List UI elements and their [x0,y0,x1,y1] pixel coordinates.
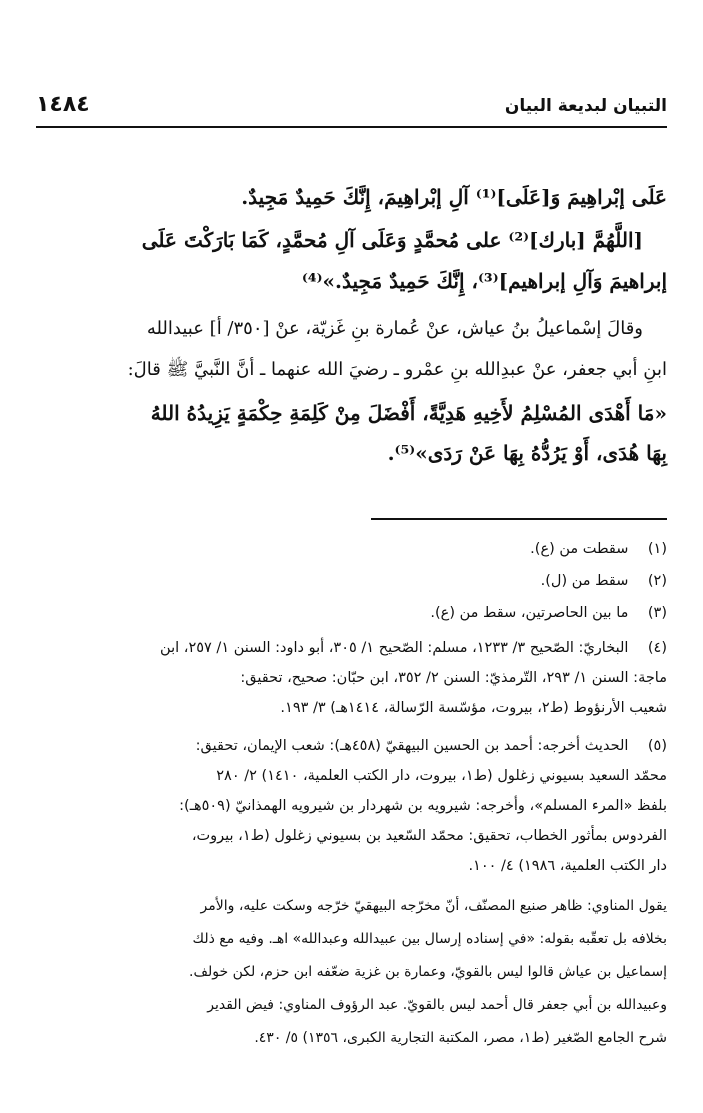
commentary-line-5: شرح الجامع الصّغير (ط١، مصر، المكتبة التجارية الكبرى، ١٣٥٦) ٥/ ٤٣٠. [254,1030,667,1046]
footnote-4-line-2: ماجة: السنن ١/ ٢٩٣، التّرمذيّ: السنن ٢/ ٣٥٢، ابن حبّان: صحيح، تحقيق: [240,670,667,686]
commentary-line-2: بخلافه بل تعقّبه بقوله: «في إسناده إرسال بين عبيدالله وعبدالله» اهـ. وفيه مع ذلك [192,931,667,947]
body-line-7: بِهَا هُدَى، أَوْ يَرُدُّهُ بِهَا عَنْ رَدَى»⁽⁵⁾. [387,441,667,465]
footnote-text: الحديث أخرجه: أحمد بن الحسين البيهقيّ (٤٥٨هـ): شعب الإيمان، تحقيق: [195,738,629,754]
body-line-5: ابنِ أبي جعفر، عنْ عبدِالله بنِ عمْرو ـ رضيَ الله عنهما ـ أنَّ النَّبيَّ ﷺ قالَ: [127,359,667,380]
footnote-1 [36,536,667,563]
book-title: التبيان لبديعة البيان [504,96,667,116]
footnote-5-line-5: دار الكتب العلمية، ١٩٨٦) ٤/ ١٠٠. [468,858,667,874]
footnote-separator [371,518,667,520]
footnote-text: البخاريّ: الصّحيح ٣/ ١٢٣٣، مسلم: الصّحيح ١/ ٣٠٥، أبو داود: السنن ١/ ٢٥٧، ابن [160,640,629,656]
footnote-number: (٤) [647,640,667,656]
body-line-3: إبراهيمَ وَآلِ إبراهيم]⁽³⁾، إِنَّكَ حَمِيدٌ مَجِيدٌ.»⁽⁴⁾ [301,269,667,293]
footnote-text: سقط من (ل). [540,573,629,589]
footnote-number: (٥) [647,738,667,754]
footnote-2 [36,568,667,595]
page-number: ١٤٨٤ [36,92,90,117]
footnote-3 [36,600,667,627]
commentary-line-1: يقول المناوي: ظاهر صنيع المصنّف، أنّ مخرّجه البيهقيّ خرّجه وسكت عليه، والأمر [200,898,667,914]
footnote-5 [36,733,667,760]
footnote-text: سقطت من (ع). [530,541,629,557]
footnote-5-line-4: الفردوس بمأثور الخطاب، تحقيق: محمّد السّعيد بن بسيوني زغلول (ط١، بيروت، [191,828,667,844]
body-line-4: وقالَ إسْماعيلُ بنُ عياش، عنْ عُمارة بنِ غَزيّة، عنْ [٣٥٠/ أ] عبيدالله [146,318,643,339]
body-line-2: [اللَّهُمَّ [بارك]⁽²⁾ على مُحمَّدٍ وَعَلَى آلِ مُحمَّدٍ، كَمَا بَارَكْتَ عَلَى [141,228,643,252]
footnote-text: ما بين الحاصرتين، سقط من (ع). [430,605,629,621]
footnote-4-line-3: شعيب الأرنؤوط (ط٢، بيروت، مؤسّسة الرّسالة، ١٤١٤هـ) ٣/ ١٩٣. [280,700,667,716]
footnote-5-line-2: محمّد السعيد بسيوني زغلول (ط١، بيروت، دار الكتب العلمية، ١٤١٠) ٢/ ٢٨٠ [216,768,667,784]
footnote-number: (٣) [647,605,667,621]
footnote-4 [36,635,667,662]
running-header [36,92,667,124]
body-line-1: عَلَى إبْراهِيمَ وَ[عَلَى]⁽¹⁾ آلِ إبْراهِيمَ، إِنَّكَ حَمِيدٌ مَجِيدٌ. [241,185,667,209]
footnote-number: (١) [647,541,667,557]
footnote-number: (٢) [647,573,667,589]
commentary-line-3: إسماعيل بن عياش قالوا ليس بالقويّ، وعمارة بن غزية ضعّفه ابن حزم، لكن خولف. [189,964,667,980]
header-rule [36,126,667,128]
commentary-line-4: وعبيدالله بن أبي جعفر قال أحمد ليس بالقويّ. عبد الرؤوف المناوي: فيض القدير [207,997,667,1013]
body-line-6: «مَا أَهْدَى المُسْلِمُ لأَخِيهِ هَدِيَّةً، أَفْضَلَ مِنْ كَلِمَةِ حِكْمَةٍ يَزِيدُهُ اللهُ [150,401,667,425]
footnote-5-line-3: بلفظ «المرء المسلم»، وأخرجه: شيرويه بن شهردار بن شيرويه الهمذانيّ (٥٠٩هـ): [179,798,667,814]
